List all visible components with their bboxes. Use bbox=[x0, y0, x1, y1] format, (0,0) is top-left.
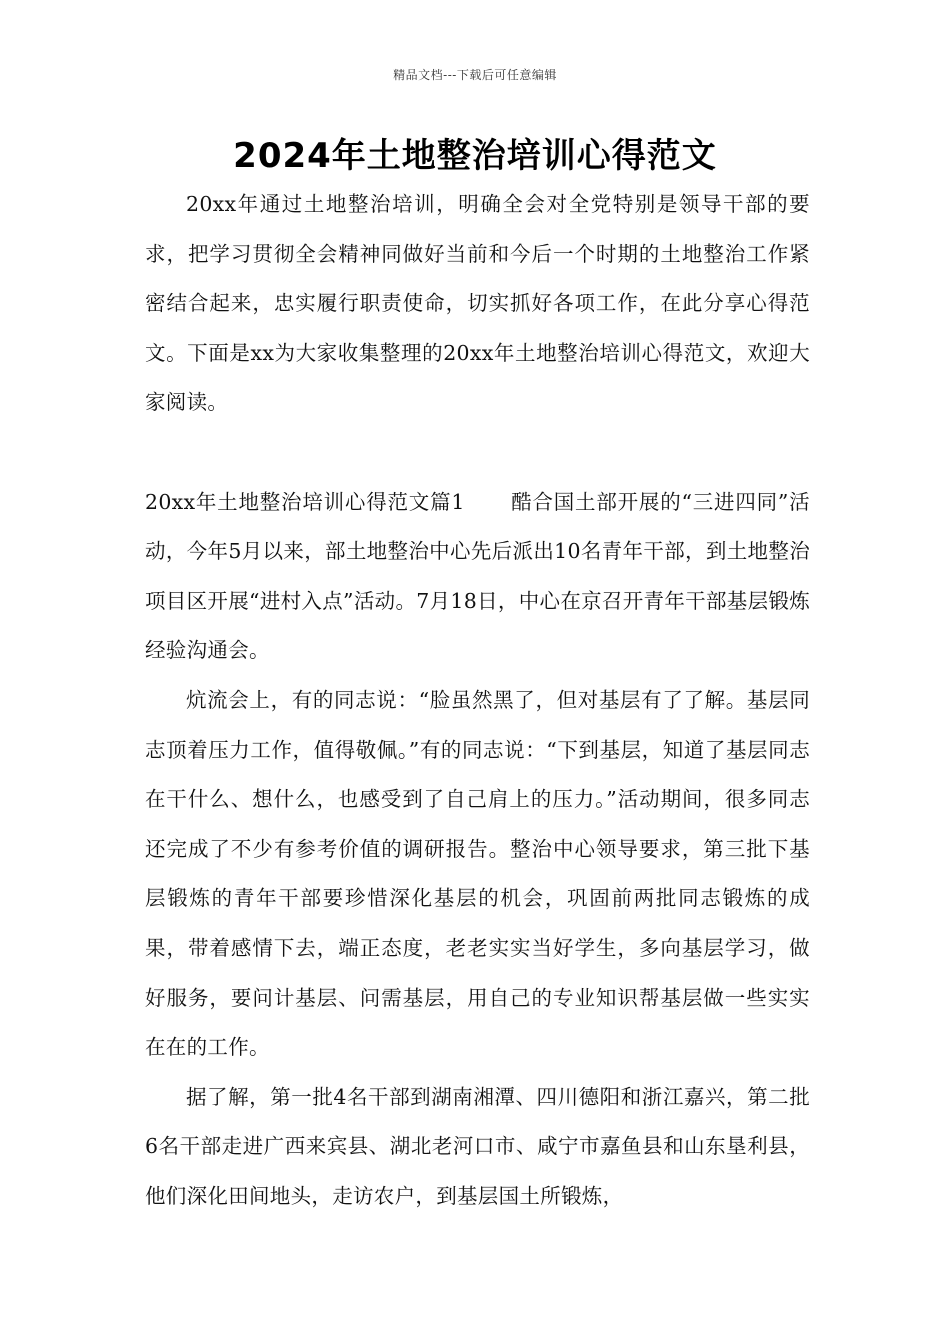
document-body bbox=[145, 180, 810, 1221]
section1-paragraph-3: 据了解，第一批4名干部到湖南湘潭、四川德阳和浙江嘉兴，第二批6名干部走进广西来宾县、湖北老河口市、咸宁市嘉鱼县和山东垦利县，他们深化田间地头，走访农户，到基层国土所锻炼， bbox=[145, 1084, 810, 1208]
header-note: 精品文档---下载后可任意编辑 bbox=[393, 68, 557, 82]
page-title: 2024年土地整治培训心得范文 bbox=[233, 136, 717, 176]
section1-paragraph-2: 炕流会上，有的同志说：“脸虽然黑了，但对基层有了了解。基层同志顶着压力工作，值得敬佩。”有的同志说：“下到基层，知道了基层同志在干什么、想什么，也感受到了自己肩上的压力。”活动期间，很多同志还完成了不少有参考价值的调研报告。整治中心领导要求，第三批下基层锻炼的青年干部要珍惜深化基层的机会，巩固前两批同志锻炼的成果，带着感情下去，端正态度，老老实实当好学生，多向基层学习，做好服务，要问计基层、问需基层，用自己的专业知识帮基层做一些实实在在的工作。 bbox=[145, 687, 810, 1060]
section1-paragraph-1: 酷合国土部开展的“三进四同”活动，今年5月以来，部土地整治中心先后派出10名青年干部，到土地整治项目区开展“进村入点”活动。7月18日，中心在京召开青年干部基层锻炼经验沟通会。 bbox=[145, 489, 810, 663]
section1-first-paragraph bbox=[145, 478, 810, 676]
section1-heading: 20xx年土地整治培训心得范文篇1 bbox=[145, 489, 465, 514]
intro-paragraph: 20xx年通过土地整治培训，明确全会对全党特别是领导干部的要求，把学习贯彻全会精神同做好当前和今后一个时期的土地整治工作紧密结合起来，忠实履行职责使命，切实抓好各项工作，在此分享心得范文。下面是xx为大家收集整理的20xx年土地整治培训心得范文，欢迎大家阅读。 bbox=[145, 192, 810, 415]
paragraph-spacer bbox=[145, 428, 810, 478]
